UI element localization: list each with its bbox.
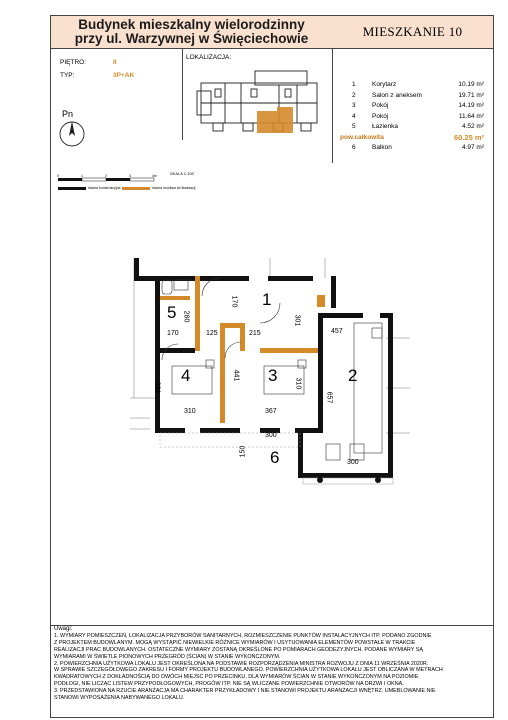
dimension: 170 — [167, 330, 179, 337]
scale-tick: 4m — [152, 174, 157, 178]
dimension: 367 — [265, 408, 277, 415]
note-line: REALIZACJI PRAC BUDOWLANYCH. OSTATECZNE WYMIARY ZOSTANĄ OKREŚLONE PO POMIARACH GEODEZYJNYCH. PODANE WYMIARY SĄ — [54, 646, 423, 653]
dimension: 310 — [184, 408, 196, 415]
dimension: 150 — [239, 445, 247, 458]
note-line: 1. WYMIARY POMIESZCZEŃ, LOKALIZACJA PRZYBORÓW SANITARNYCH, ROZMIESZCZENIE PUNKTÓW INSTALACYJNYCH ITP. PODANO ZGODNIE — [54, 632, 432, 639]
note-line: 3. PRZEDSTAWIONA NA RZUCIE ARANŻACJA MA CHARAKTER PRZYKŁADOWY I NIE STANOWI PROJEKTU ARANŻACJI WNĘTRZ. UMEBLOWANIE NIE — [54, 688, 436, 695]
note-line: Z PROJEKTEM BUDOWLANYM. MOGĄ WYSTĄPIĆ NIEWIELKIE RÓŻNICE WYMIARÓW I USYTUOWANIA ELEMENTÓW POWSTAŁE W TRAKCIE — [54, 639, 416, 646]
scale-tick: 0 — [57, 174, 59, 178]
title-line-1: Budynek mieszkalny wielorodzinny — [78, 17, 305, 32]
room-row: 1 Korytarz 10.19 m² — [352, 81, 484, 88]
note-line: STANOWI WYPOSAŻENIA NABYWANEGO LOKALU. — [54, 695, 185, 702]
legend-removable-label: ściana możliwa do likwidacji — [152, 186, 196, 190]
room-row: 4 Pokój 11.64 m² — [352, 112, 484, 120]
location-site-plan — [193, 65, 325, 139]
dimension: 280 — [182, 310, 190, 323]
notes-title: Uwagi: — [54, 626, 73, 632]
notes — [54, 626, 490, 702]
dimension: 125 — [206, 330, 218, 337]
scale-tick: 2 — [105, 174, 107, 178]
dimension: 441 — [232, 369, 240, 382]
total-row: pow.całkowita 60.25 m² — [340, 132, 484, 142]
divider — [332, 48, 333, 163]
room-number: 3 — [268, 366, 278, 385]
room-number: 6 — [270, 448, 280, 467]
note-line: 2. POWIERZCHNIA UŻYTKOWA LOKALU JEST OKREŚLONA NA PODSTAWIE ROZPORZĄDZENIA MINISTRA ROZWOJU Z DNIA 11 WRZEŚNIA 2020R. — [54, 660, 429, 667]
note-line: WYMIARAMI W ŚWIETLE PIONOWYCH PRZEGRÓD (ŚCIAN) W STANIE WYKOŃCZONYM. — [54, 653, 281, 660]
room-number: 1 — [262, 290, 272, 309]
floor-value: II — [113, 59, 117, 66]
type-value: 3P+AK — [113, 72, 135, 79]
dimension: 657 — [325, 391, 333, 404]
dimension: 170 — [230, 295, 238, 308]
building-title — [51, 18, 332, 46]
scale-bar — [58, 173, 238, 185]
room-number: 5 — [167, 303, 177, 322]
room-row: 3 Pokój 14.19 m² — [352, 102, 484, 109]
room-row: 5 Łazienka 4.52 m² — [352, 123, 484, 130]
location-label: LOKALIZACJA: — [186, 54, 232, 61]
scale-tick: 3 — [129, 174, 131, 178]
balcony-row: 6 Balkon 4.97 m² — [352, 144, 484, 151]
dimension: 301 — [293, 314, 301, 327]
apartment-number: MIESZKANIE 10 — [362, 24, 463, 39]
dimension: 331 — [153, 381, 161, 394]
dimension: 215 — [249, 330, 261, 337]
north-label: Pn — [62, 109, 74, 119]
dimension: 310 — [294, 377, 302, 390]
room-number: 4 — [181, 366, 191, 385]
dimension: 300 — [265, 432, 277, 439]
note-line: PODŁOGI, NIE LICZĄC LISTEW PRZYPODŁOGOWYCH, PROGÓW ITP. NIE SĄ WLICZANE POWIERZCHNIE OTWORÓW NA DRZWI I OKNA. — [54, 681, 404, 688]
note-line: KWADRATOWYCH Z DOKŁADNOŚCIĄ DO DWÓCH MIEJSC PO PRZECINKU, DLA WYMIARÓW ŚCIAN W STANIE WYKOŃCZONYM NA POZIOMIE — [54, 674, 419, 681]
north-arrow-icon — [58, 120, 86, 148]
room-number: 2 — [348, 366, 358, 385]
scale-tick: 1 — [81, 174, 83, 178]
type-label: TYP: — [60, 72, 75, 79]
floor-label: PIĘTRO: — [60, 59, 87, 66]
legend-structural-label: ściana konstrukcyjna — [88, 186, 121, 190]
legend-removable-swatch — [122, 187, 150, 190]
room-row: 2 Salon z aneksem 19.71 m² — [352, 91, 484, 99]
dimension: 457 — [331, 328, 343, 335]
divider — [182, 48, 183, 140]
scale-label: SKALA 1:100 — [170, 171, 194, 176]
room-area-table — [340, 80, 484, 154]
legend-structural-swatch — [58, 187, 86, 190]
dimension: 300 — [347, 459, 359, 466]
title-line-2: przy ul. Warzywnej w Święciechowie — [74, 31, 309, 46]
note-line: W SPRAWIE SZCZEGÓŁOWEGO ZAKRESU I FORMY PROJEKTU BUDOWLANEGO. POWIERZCHNIA UŻYTKOWA LOKALU JEST OBLICZANA W METRACH — [54, 667, 443, 674]
